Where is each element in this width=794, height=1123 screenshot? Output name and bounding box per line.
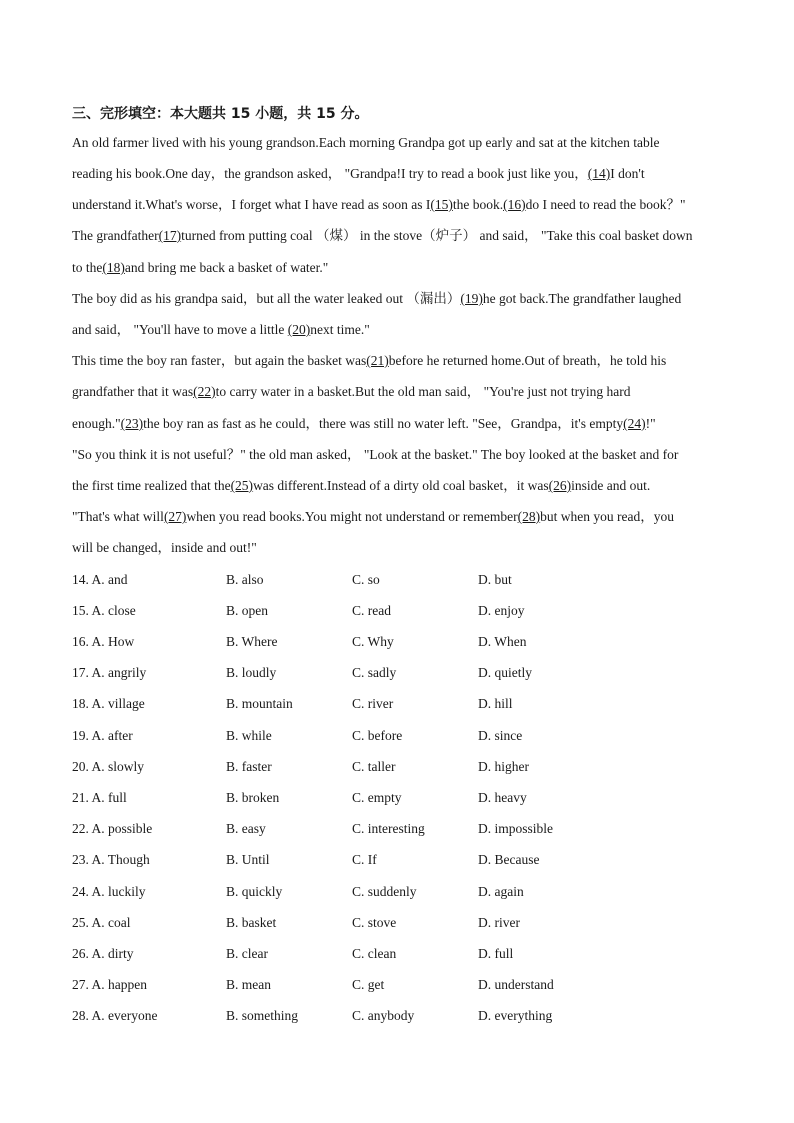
option-a: 20. A. slowly xyxy=(72,759,145,774)
blank-19: (19) xyxy=(460,291,483,306)
blank-23: (23) xyxy=(120,416,144,431)
option-b: B. something xyxy=(226,1008,299,1023)
option-d: D. full xyxy=(478,946,514,961)
passage-line: will be changed，inside and out!" xyxy=(72,540,257,555)
option-d: D. since xyxy=(478,728,523,743)
blank-25: (25) xyxy=(230,478,254,493)
option-b: B. broken xyxy=(226,790,280,805)
option-d: D. river xyxy=(478,915,520,930)
option-d: D. everything xyxy=(478,1008,553,1023)
passage-line: "That's what will(27)when you read books.You might not understand or remember(28)but when you read，you xyxy=(72,509,674,524)
option-a: 27. A. happen xyxy=(72,977,147,992)
passage-line: grandfather that it was(22)to carry water in a basket.But the old man said， "You're just not trying hard xyxy=(72,384,631,399)
option-c: C. river xyxy=(352,696,394,711)
option-d: D. quietly xyxy=(478,665,532,680)
question-row xyxy=(0,1007,794,1025)
option-b: B. open xyxy=(226,603,268,618)
option-b: B. mean xyxy=(226,977,271,992)
option-c: C. anybody xyxy=(352,1008,415,1023)
passage-line: and said， "You'll have to move a little (20)next time." xyxy=(72,322,370,337)
option-b: B. basket xyxy=(226,915,277,930)
option-c: C. Why xyxy=(352,634,394,649)
option-a: 21. A. full xyxy=(72,790,127,805)
blank-26: (26) xyxy=(548,478,572,493)
question-row xyxy=(0,820,794,838)
option-b: B. faster xyxy=(226,759,272,774)
option-b: B. mountain xyxy=(226,696,293,711)
option-c: C. stove xyxy=(352,915,397,930)
option-c: C. before xyxy=(352,728,403,743)
blank-14: (14) xyxy=(587,166,611,181)
option-b: B. clear xyxy=(226,946,268,961)
option-d: D. understand xyxy=(478,977,554,992)
option-a: 19. A. after xyxy=(72,728,133,743)
option-a: 17. A. angrily xyxy=(72,665,147,680)
option-c: C. interesting xyxy=(352,821,425,836)
section-heading: 三、完形填空：本大题共 15 小题，共 15 分。 xyxy=(72,106,369,122)
option-c: C. suddenly xyxy=(352,884,417,899)
option-b: B. also xyxy=(226,572,264,587)
option-c: C. clean xyxy=(352,946,397,961)
question-row xyxy=(0,633,794,651)
blank-24: (24) xyxy=(623,416,646,431)
blank-15: (15) xyxy=(430,197,453,212)
question-row xyxy=(0,664,794,682)
passage-line: reading his book.One day，the grandson asked， "Grandpa!I try to read a book just like you，(14)I don't xyxy=(72,166,645,181)
option-d: D. impossible xyxy=(478,821,554,836)
option-c: C. get xyxy=(352,977,385,992)
question-row xyxy=(0,571,794,589)
option-c: C. sadly xyxy=(352,665,397,680)
question-row xyxy=(0,945,794,963)
question-row xyxy=(0,914,794,932)
option-d: D. Because xyxy=(478,852,540,867)
option-c: C. If xyxy=(352,852,377,867)
option-a: 15. A. close xyxy=(72,603,136,618)
blank-20: (20) xyxy=(287,322,311,337)
option-a: 23. A. Though xyxy=(72,852,150,867)
option-b: B. quickly xyxy=(226,884,283,899)
question-row xyxy=(0,789,794,807)
blank-21: (21) xyxy=(366,353,389,368)
option-d: D. enjoy xyxy=(478,603,525,618)
option-b: B. easy xyxy=(226,821,266,836)
question-row xyxy=(0,602,794,620)
option-c: C. read xyxy=(352,603,391,618)
option-b: B. Until xyxy=(226,852,270,867)
passage-line: the first time realized that the(25)was different.Instead of a dirty old coal basket，it was(26)inside and out. xyxy=(72,478,651,493)
option-d: D. but xyxy=(478,572,512,587)
option-d: D. heavy xyxy=(478,790,527,805)
option-d: D. again xyxy=(478,884,524,899)
passage-line: understand it.What's worse，I forget what I have read as soon as I(15)the book.(16)do I need to read the book？" xyxy=(72,197,686,212)
passage-line: This time the boy ran faster，but again the basket was(21)before he returned home.Out of breath，he told his xyxy=(72,353,667,368)
question-row xyxy=(0,695,794,713)
question-row xyxy=(0,727,794,745)
option-d: D. higher xyxy=(478,759,529,774)
option-b: B. while xyxy=(226,728,272,743)
option-c: C. so xyxy=(352,572,380,587)
option-c: C. empty xyxy=(352,790,402,805)
question-row xyxy=(0,976,794,994)
option-d: D. When xyxy=(478,634,527,649)
option-a: 25. A. coal xyxy=(72,915,131,930)
blank-28: (28) xyxy=(517,509,541,524)
passage-line: "So you think it is not useful？" the old man asked， "Look at the basket." The boy looked at the basket and for xyxy=(72,447,679,462)
option-a: 14. A. and xyxy=(72,572,128,587)
blank-27: (27) xyxy=(163,509,187,524)
blank-16: (16) xyxy=(503,197,526,212)
option-a: 22. A. possible xyxy=(72,821,153,836)
option-c: C. taller xyxy=(352,759,396,774)
option-b: B. Where xyxy=(226,634,278,649)
blank-17: (17) xyxy=(158,228,182,243)
question-row xyxy=(0,758,794,776)
passage-line: An old farmer lived with his young grandson.Each morning Grandpa got up early and sat at the kitchen table xyxy=(72,135,660,150)
option-b: B. loudly xyxy=(226,665,277,680)
passage-line: The grandfather(17)turned from putting coal （煤） in the stove（炉子） and said， "Take this coal basket down xyxy=(72,228,693,243)
passage-line: enough."(23)the boy ran as fast as he could，there was still no water left. "See，Grandpa，it's empty(24)!" xyxy=(72,416,656,431)
question-row xyxy=(0,851,794,869)
passage-line: The boy did as his grandpa said，but all the water leaked out （漏出）(19)he got back.The grandfather laughed xyxy=(72,291,682,306)
option-a: 16. A. How xyxy=(72,634,135,649)
blank-18: (18) xyxy=(102,260,125,275)
option-a: 28. A. everyone xyxy=(72,1008,158,1023)
blank-22: (22) xyxy=(193,384,216,399)
passage-line: to the(18)and bring me back a basket of water." xyxy=(72,260,329,275)
option-a: 18. A. village xyxy=(72,696,145,711)
option-a: 26. A. dirty xyxy=(72,946,134,961)
option-d: D. hill xyxy=(478,696,513,711)
question-row xyxy=(0,883,794,901)
option-a: 24. A. luckily xyxy=(72,884,146,899)
